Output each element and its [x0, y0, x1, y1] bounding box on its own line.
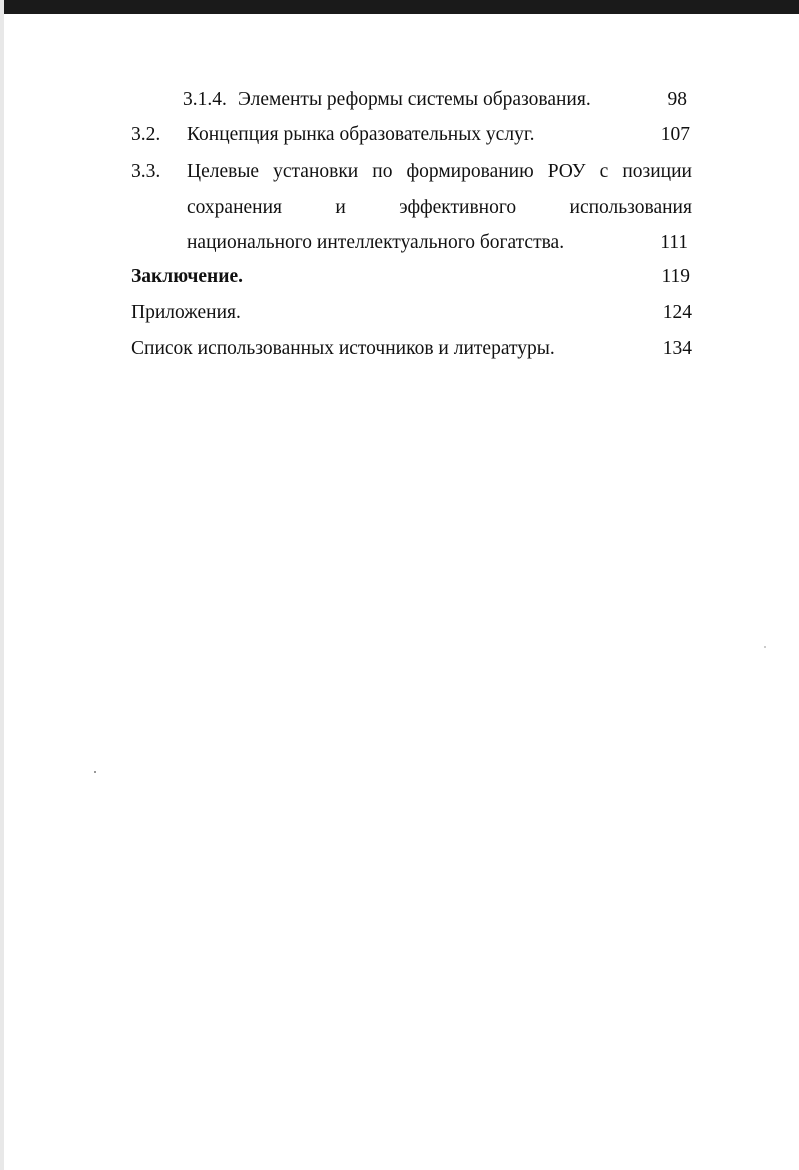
toc-title: Элементы реформы системы образования.	[238, 89, 591, 110]
toc-title-line-3: национального интеллектуального богатства.	[187, 232, 565, 253]
toc-word: по	[372, 161, 393, 182]
toc-page-number: 107	[660, 124, 690, 145]
toc-word: сохранения	[187, 197, 283, 218]
toc-number: 3.1.4.	[183, 89, 227, 110]
toc-word: и	[335, 197, 346, 218]
scan-speck	[94, 771, 96, 773]
toc-word: Целевые	[187, 161, 260, 182]
toc-word: использования	[569, 197, 692, 218]
scan-speck	[764, 646, 766, 648]
toc-page-number: 119	[661, 266, 690, 287]
toc-number: 3.2.	[131, 124, 161, 145]
toc-title: Приложения.	[131, 302, 241, 323]
toc-word: с	[599, 161, 609, 182]
toc-page-number: 111	[660, 232, 688, 253]
toc-title: Концепция рынка образовательных услуг.	[187, 124, 535, 145]
toc-word: эффективного	[399, 197, 517, 218]
toc-word: установки	[273, 161, 359, 182]
toc-word: РОУ	[547, 161, 586, 182]
scan-top-border	[0, 0, 799, 14]
toc-word: позиции	[622, 161, 692, 182]
toc-page-number: 98	[667, 89, 687, 110]
toc-number: 3.3.	[131, 161, 161, 182]
scan-left-edge	[0, 0, 4, 1170]
toc-word: формированию	[406, 161, 534, 182]
toc-title-line-1	[187, 160, 692, 184]
toc-page-number: 124	[662, 302, 692, 323]
toc-title: Заключение.	[131, 266, 244, 287]
toc-page-number: 134	[662, 338, 692, 359]
toc-title-line-2	[187, 196, 692, 220]
toc-title: Список использованных источников и литературы.	[131, 338, 555, 359]
